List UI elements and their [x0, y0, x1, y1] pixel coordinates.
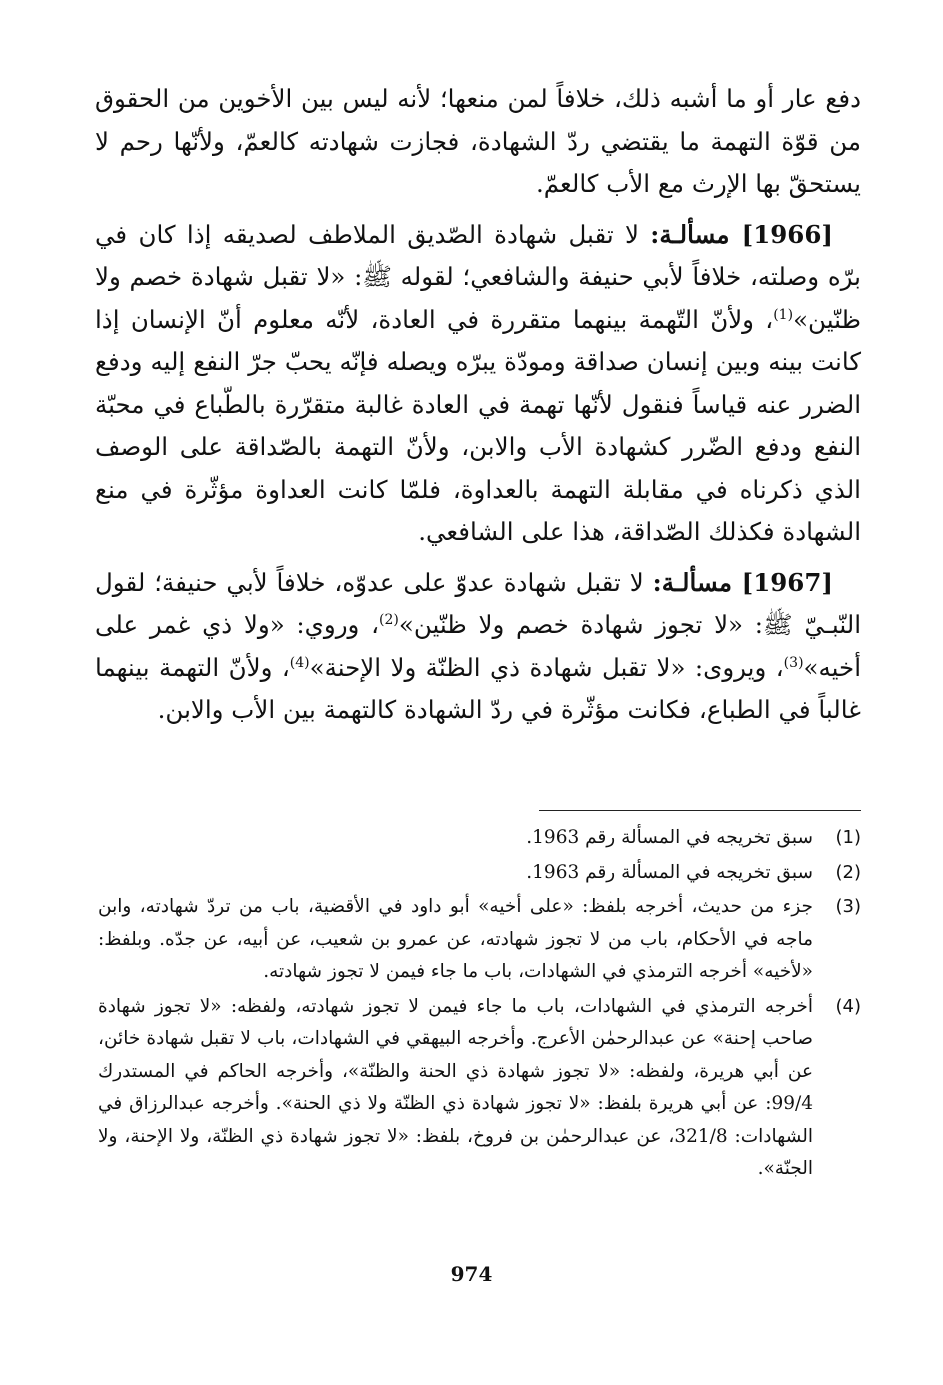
footnote-3 [98, 891, 861, 989]
issue-1966-text-a: لا تقبل شهادة الصّديق الملاطف لصديقه إذا كان في برّه وصلته، خلافاً لأبي حنيفة والشافعي؛ لقوله ﷺ: «لا تقبل شهادة خصم ولا ظنّين» [95, 219, 861, 334]
footnotes-section [98, 822, 861, 1188]
footnote-divider [539, 810, 861, 811]
footnote-text: سبق تخريجه في المسألة رقم 1963. [526, 861, 813, 883]
page-number: 974 [450, 1262, 493, 1286]
paragraph-1 [95, 78, 861, 206]
footnote-ref-4[interactable]: (4) [289, 654, 310, 671]
footnote-number: (3) [835, 896, 861, 917]
footnote-1 [98, 822, 861, 855]
footnote-text: جزء من حديث، أخرجه بلفظ: «على أخيه» أبو داود في الأقضية، باب من تردّ شهادته، وابن ماجه في الأحكام، باب من لا تجوز شهادته، عن عمرو بن شعيب، عن أبيه، عن جدّه. وبلفظ: «لأخيه» أخرجه الترمذي في الشهادات، باب ما جاء فيمن لا تجوز شهادته. [98, 896, 813, 982]
footnote-ref-1[interactable]: (1) [773, 306, 794, 323]
footnote-ref-2[interactable]: (2) [379, 611, 399, 628]
footnote-ref-3[interactable]: (3) [783, 654, 804, 671]
footnote-text: أخرجه الترمذي في الشهادات، باب ما جاء فيمن لا تجوز شهادته، ولفظه: «لا تجوز شهادة صاحب إحنة» عن عبدالرحمٰن الأعرج. وأخرجه البيهقي في الشهادات، باب لا تقبل شهادة خائن، عن أبي هريرة، ولفظه: «لا تجوز شهادة ذي الحنة والظنّة»، وأخرجه الحاكم في المستدرك 99/4: عن أبي هريرة بلفظ: «لا تجوز شهادة ذي الظنّة ولا ذي الحنة». وأخرجه عبدالرزاق في الشهادات: 321/8، عن عبدالرحمٰن بن فروخ، بلفظ: «لا تجوز شهادة ذي الظنّة، ولا الإحنة، ولا الجنّة». [98, 995, 813, 1179]
footnote-4 [98, 991, 861, 1186]
footnote-number: (1) [835, 827, 861, 848]
issue-1966-label: [1966] مسألـة: [650, 219, 833, 249]
issue-1967 [95, 562, 861, 732]
issue-1967-text-c: ، ويروى: «لا تقبل شهادة ذي الظنّة ولا الإحنة» [309, 652, 784, 682]
issue-1967-text-b: ، وروي: «ولا ذي غمر على أخيه» [95, 610, 862, 682]
issue-1967-label: [1967] مسألـة: [652, 567, 833, 597]
issue-1967-text-d: ، ولأنّ التهمة بينهما غالباً في الطباع، فكانت مؤثّرة في ردّ الشهادة كالتهمة بين الأب والابن. [95, 652, 861, 724]
issue-1966-text-b: ، ولأنّ التّهمة بينهما متقررة في العادة، لأنّه معلوم أنّ الإنسان إذا كانت بينه وبين إنسان صداقة ومودّة يبرّه ويصله فإنّه يحبّ جرّ النفع إليه ودفع الضرر عنه قياساً فنقول لأنّها تهمة في العادة غالبة متقرّرة بالطّباع في محبّة النفع ودفع الضّرر كشهادة الأب والابن، ولأنّ التهمة بالصّداقة على الوصف الذي ذكرناه في مقابلة التهمة بالعداوة، فلمّا كانت العداوة مؤثّرة في منع الشهادة فكذلك الصّداقة، هذا على الشافعي. [95, 304, 861, 546]
footnote-text: سبق تخريجه في المسألة رقم 1963. [526, 827, 813, 848]
footnote-number: (4) [835, 995, 861, 1017]
footnote-2 [98, 857, 861, 890]
main-text [95, 78, 861, 732]
issue-1967-text-a: لا تقبل شهادة عدوّ على عدوّه، خلافاً لأبي حنيفة؛ لقول النّبـيّ ﷺ: «لا تجوز شهادة خصم ولا ظنّين» [95, 567, 861, 639]
paragraph-1-text: دفع عار أو ما أشبه ذلك، خلافاً لمن منعها؛ لأنه ليس بين الأخوين من الحقوق من قوّة التهمة ما يقتضي ردّ الشهادة، فجازت شهادته كالعمّ، ولأنّها رحم لا يستحقّ بها الإرث مع الأب كالعمّ. [95, 84, 861, 198]
issue-1966 [95, 214, 861, 554]
footnote-number: (2) [835, 861, 861, 883]
